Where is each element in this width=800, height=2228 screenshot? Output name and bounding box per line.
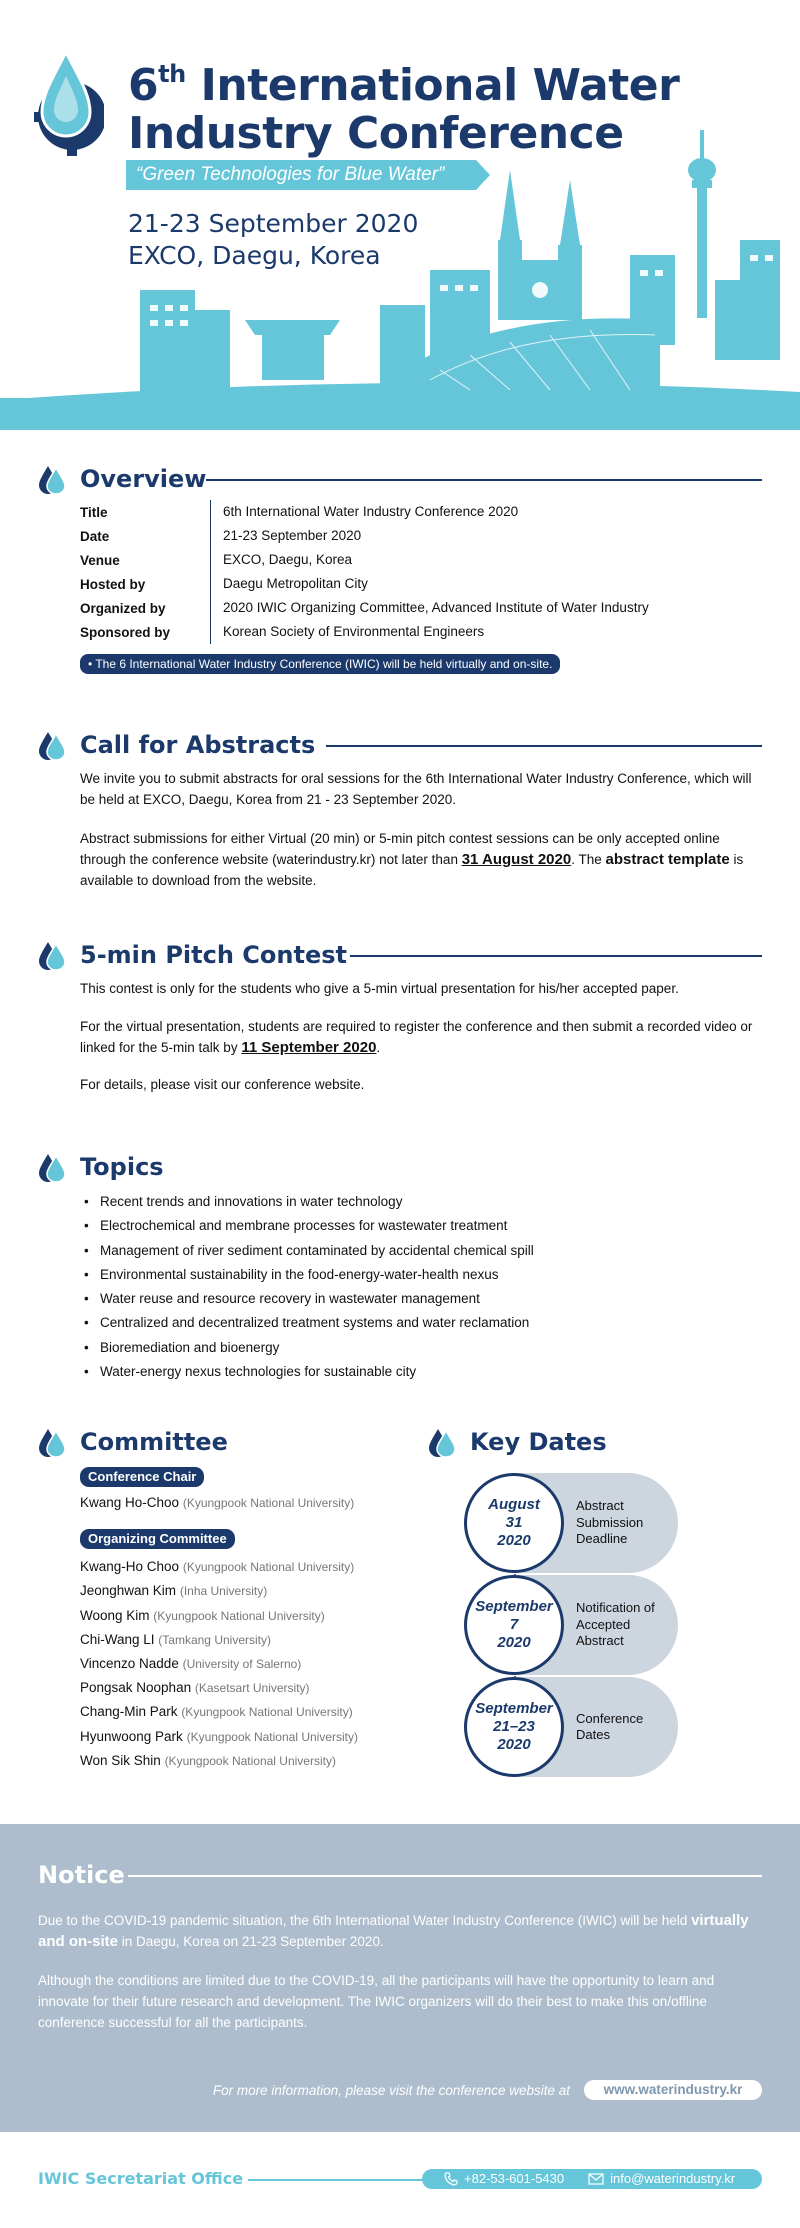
water-drop-icon <box>38 1152 66 1182</box>
member-name: Kwang Ho-Choo <box>80 1495 180 1510</box>
topic-item: • Recent trends and innovations in water technology <box>84 1190 534 1214</box>
email-address[interactable]: info@waterindustry.kr <box>610 2171 736 2186</box>
hero-venue-text: EXCO, Daegu, Korea <box>128 241 381 270</box>
conference-title <box>128 50 679 158</box>
key-date-day: 21–23 <box>493 1718 535 1735</box>
committee-heading <box>38 1425 378 1459</box>
key-date-item <box>464 1677 678 1777</box>
title-ordinal: th <box>158 60 186 88</box>
overview-note-badge: • The 6 International Water Industry Conference (IWIC) will be held virtually and on-site. <box>80 654 560 674</box>
conference-chair-label: Conference Chair <box>80 1467 204 1487</box>
member-name: Kwang-Ho Choo <box>80 1559 180 1575</box>
pitch-heading <box>38 938 762 972</box>
pitch-paragraph-3: For details, please visit our conference website. <box>80 1077 365 1092</box>
key-date-month: September <box>475 1598 553 1615</box>
pitch-paragraph-2 <box>80 1016 760 1058</box>
topics-title: Topics <box>80 1153 164 1181</box>
member-affiliation: (Kyungpook National University) <box>153 1608 325 1623</box>
committee-member <box>80 1700 358 1724</box>
overview-value: 6th International Water Industry Conference 2020 <box>210 500 518 524</box>
overview-key: Organized by <box>80 600 166 616</box>
committee-member <box>80 1555 358 1579</box>
key-date-day: 31 <box>505 1514 523 1531</box>
tagline-banner: “Green Technologies for Blue Water” <box>126 160 476 190</box>
topic-item: • Centralized and decentralized treatment systems and water reclamation <box>84 1311 534 1335</box>
key-date-circle <box>464 1473 564 1573</box>
call-heading <box>38 728 762 762</box>
member-affiliation: (Kyungpook National University) <box>186 1729 358 1744</box>
contact-bar <box>422 2169 762 2189</box>
call-for-abstracts-section <box>38 728 762 898</box>
secretariat-title: IWIC Secretariat Office <box>38 2169 244 2188</box>
overview-row <box>80 500 740 524</box>
hero-dates-text: 21-23 September 2020 <box>128 209 419 238</box>
key-date-year: 2020 <box>497 1736 531 1753</box>
overview-value: Daegu Metropolitan City <box>210 572 368 596</box>
water-drop-icon <box>428 1427 456 1457</box>
more-info-row <box>213 2080 762 2100</box>
key-date-label: Conference Dates <box>576 1710 644 1742</box>
member-affiliation: (Kyungpook National University) <box>182 1560 355 1575</box>
water-drop-icon <box>38 730 66 760</box>
key-date-day: 7 <box>509 1616 519 1633</box>
heading-rule <box>326 745 762 747</box>
key-dates-section <box>428 1425 748 1795</box>
member-name: Won Sik Shin <box>80 1752 161 1768</box>
member-affiliation: (Kyungpook National University) <box>164 1753 336 1768</box>
topic-item: • Bioremediation and bioenergy <box>84 1336 534 1360</box>
topic-item: • Electrochemical and membrane processes for wastewater treatment <box>84 1214 534 1238</box>
overview-value: EXCO, Daegu, Korea <box>210 548 352 572</box>
key-date-circle <box>464 1677 564 1777</box>
overview-row <box>80 572 740 596</box>
water-drop-icon <box>38 940 66 970</box>
call-title: Call for Abstracts <box>80 731 316 759</box>
key-date-item <box>464 1575 678 1675</box>
committee-member <box>80 1628 358 1652</box>
member-affiliation: (University of Salerno) <box>182 1657 302 1672</box>
heading-rule <box>350 955 762 957</box>
title-line-2: Industry Conference <box>128 108 624 159</box>
website-link[interactable]: www.waterindustry.kr <box>584 2080 762 2100</box>
phone-icon <box>444 2172 458 2186</box>
notice-p1-text-a: Due to the COVID-19 pandemic situation, the 6th International Water Industry Conference (IWIC) will be held <box>38 1913 692 1928</box>
member-affiliation: (Kyungpook National University) <box>181 1705 353 1720</box>
call-p2-text-a: Abstract submissions for either Virtual (20 min) or 5-min pitch contest sessions can be only accepted online through the conference website (waterindustry.kr) not later than <box>80 831 720 867</box>
call-paragraph-1: We invite you to submit abstracts for oral sessions for the 6th International Water Industry Conference, which will be held at EXCO, Daegu, Korea from 21 - 23 September 2020. <box>80 771 752 807</box>
topics-heading <box>38 1150 762 1184</box>
topic-item: • Water-energy nexus technologies for sustainable city <box>84 1360 534 1384</box>
topics-list <box>84 1190 534 1384</box>
topic-item: • Management of river sediment contaminated by accidental chemical spill <box>84 1239 534 1263</box>
heading-rule <box>128 1875 762 1877</box>
call-paragraph-2 <box>80 828 760 891</box>
key-date-circle <box>464 1575 564 1675</box>
overview-row <box>80 596 740 620</box>
overview-title: Overview <box>80 465 207 493</box>
member-affiliation: (Inha University) <box>179 1584 268 1599</box>
water-drop-gear-logo <box>34 46 104 156</box>
member-affiliation: (Tamkang University) <box>158 1632 271 1647</box>
hero-banner <box>0 0 800 430</box>
member-name: Vincenzo Nadde <box>80 1656 179 1672</box>
pitch-p2-text-b: . <box>376 1040 381 1055</box>
key-date-month: August <box>488 1496 540 1513</box>
pitch-deadline: 11 September 2020 <box>241 1039 377 1056</box>
overview-row <box>80 524 740 548</box>
committee-member <box>80 1579 358 1603</box>
overview-section <box>38 462 762 682</box>
member-affiliation: (Kyungpook National University) <box>182 1496 355 1510</box>
member-name: Chi-Wang LI <box>80 1631 155 1647</box>
topics-section <box>38 1150 762 1390</box>
topic-item: • Water reuse and resource recovery in wastewater management <box>84 1287 534 1311</box>
chair-member <box>80 1491 358 1515</box>
overview-key: Hosted by <box>80 576 146 592</box>
organizing-committee-label: Organizing Committee <box>80 1529 235 1549</box>
title-number: 6 <box>128 60 159 111</box>
committee-title: Committee <box>80 1428 228 1456</box>
key-date-month: September <box>475 1700 553 1717</box>
abstract-deadline: 31 August 2020 <box>461 851 572 868</box>
abstract-template-mention: abstract template <box>605 851 730 868</box>
key-date-year: 2020 <box>497 1532 531 1549</box>
key-date-item <box>464 1473 678 1573</box>
member-name: Jeonghwan Kim <box>80 1583 177 1599</box>
overview-key: Venue <box>80 552 120 568</box>
call-p2-text-b: . The <box>571 852 606 867</box>
committee-section <box>38 1425 378 1795</box>
water-drop-icon <box>38 464 66 494</box>
committee-member <box>80 1604 358 1628</box>
topic-item: • Environmental sustainability in the food-energy-water-health nexus <box>84 1263 534 1287</box>
footer <box>0 2132 800 2228</box>
notice-paragraph-2: Although the conditions are limited due to the COVID-19, all the participants will have the opportunity to learn and innovate for their future research and development. The IWIC organizers will do their best to make this on/offline conference successful for all the participants. <box>38 1973 715 2030</box>
committee-member <box>80 1676 358 1700</box>
overview-key: Title <box>80 504 108 520</box>
member-affiliation: (Kasetsart University) <box>194 1681 310 1696</box>
overview-row <box>80 548 740 572</box>
committee-member <box>80 1725 358 1749</box>
call-p2-text-c: is available to download from the website. <box>80 852 744 888</box>
overview-row <box>80 620 740 644</box>
notice-p1-text-b: in Daegu, Korea on 21-23 September 2020. <box>118 1934 384 1949</box>
member-name: Chang-Min Park <box>80 1704 178 1720</box>
notice-title: Notice <box>38 1861 125 1889</box>
key-date-year: 2020 <box>497 1634 531 1651</box>
member-name: Woong Kim <box>80 1607 150 1623</box>
key-date-label: Notification of Accepted Abstract <box>576 1600 655 1649</box>
member-name: Hyunwoong Park <box>80 1728 183 1744</box>
committee-member <box>80 1749 358 1773</box>
notice-paragraph-1 <box>38 1910 762 1952</box>
water-drop-icon <box>38 1427 66 1457</box>
overview-key: Date <box>80 528 110 544</box>
overview-value: 21-23 September 2020 <box>210 524 361 548</box>
overview-heading <box>38 462 762 496</box>
key-dates-title: Key Dates <box>470 1428 607 1456</box>
pitch-title: 5-min Pitch Contest <box>80 941 347 969</box>
committee-body <box>80 1467 358 1773</box>
committee-member <box>80 1652 358 1676</box>
key-date-label: Abstract Submission Deadline <box>576 1498 644 1547</box>
pitch-contest-section <box>38 938 762 1108</box>
heading-rule <box>206 479 762 481</box>
notice-emphasis: virtually and on-site <box>38 1912 749 1950</box>
key-dates-heading <box>428 1425 748 1459</box>
notice-section <box>0 1824 800 2132</box>
pitch-p2-text-a: For the virtual presentation, students are required to register the conference and then submit a recorded video or linked for the 5-min talk by <box>80 1019 753 1055</box>
key-dates-timeline <box>464 1473 684 1783</box>
overview-value: Korean Society of Environmental Engineers <box>210 620 484 644</box>
footer-rule <box>248 2179 426 2181</box>
title-line-1: International Water <box>200 60 680 111</box>
email-icon <box>588 2173 604 2185</box>
hero-date-venue <box>128 208 418 272</box>
overview-table <box>80 500 740 644</box>
pitch-paragraph-1: This contest is only for the students who give a 5-min virtual presentation for his/her accepted paper. <box>80 981 679 996</box>
overview-key: Sponsored by <box>80 624 171 640</box>
more-info-text: For more information, please visit the conference website at <box>212 2082 570 2098</box>
overview-value: 2020 IWIC Organizing Committee, Advanced Institute of Water Industry <box>210 596 649 620</box>
member-name: Pongsak Noophan <box>80 1680 192 1696</box>
phone-number[interactable]: +82-53-601-5430 <box>464 2171 565 2186</box>
